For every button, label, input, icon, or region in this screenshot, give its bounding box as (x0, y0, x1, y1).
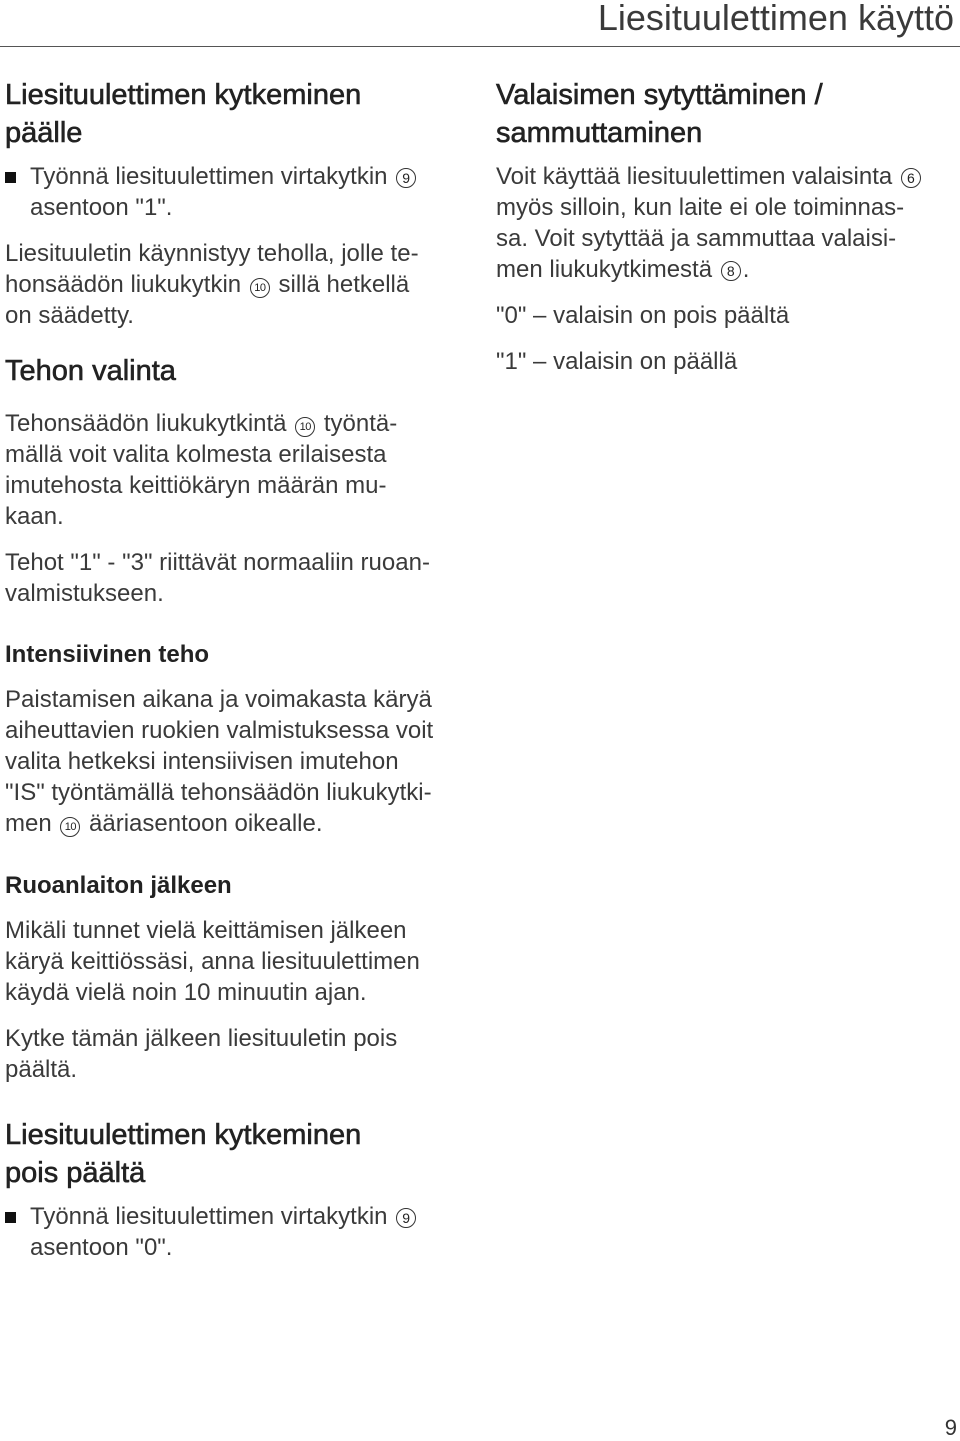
paragraph-line: Liesituuletin käynnistyy teholla, jolle te- (5, 240, 419, 267)
reference-number-badge: 10 (60, 817, 80, 837)
reference-number-badge: 9 (396, 1208, 416, 1228)
paragraph-line: kaan. (5, 503, 64, 530)
lighting-section (496, 76, 960, 377)
paragraph-line: aiheuttavien ruokien valmistuksessa voit (5, 717, 434, 744)
instruction-line: Työnnä liesituulettimen virtakytkin 9 (30, 1201, 475, 1232)
paragraph-line: imutehosta keittiökäryn määrän mu- (5, 472, 387, 499)
instruction-line: asentoon "0". (30, 1234, 173, 1261)
paragraph-line: Voit käyttää liesituulettimen valaisinta 6 (496, 161, 960, 192)
light-off-state: "0" – valaisin on pois päältä (496, 302, 790, 329)
square-bullet-icon (5, 172, 16, 183)
power-levels-paragraph (5, 547, 475, 609)
reference-number-badge: 10 (295, 417, 315, 437)
paragraph-line: valita hetkeksi intensiivisen imutehon (5, 748, 399, 775)
reference-number-badge: 6 (901, 168, 921, 188)
intensive-paragraph (5, 684, 475, 839)
heading-line: Liesituulettimen kytkeminen (5, 79, 362, 111)
after-cooking-heading: Ruoanlaiton jälkeen (5, 872, 232, 899)
switch-off-instruction (5, 1201, 475, 1263)
after-cooking-section (5, 870, 475, 1085)
paragraph-line: men 10 ääriasentoon oikealle. (5, 810, 323, 837)
light-on-state: "1" – valaisin on päällä (496, 348, 738, 375)
heading-line: Liesituulettimen kytkeminen (5, 1119, 362, 1151)
paragraph-line: valmistukseen. (5, 580, 164, 607)
paragraph-line: sa. Voit sytyttää ja sammuttaa valaisi- (496, 225, 897, 252)
switch-off-heading (5, 1116, 475, 1192)
paragraph-line: men liukukytkimestä 8 . (496, 256, 750, 283)
switch-on-paragraph (5, 238, 475, 331)
paragraph-line: Mikäli tunnet vielä keittämisen jälkeen (5, 917, 407, 944)
switch-on-section (5, 76, 475, 331)
intensive-heading: Intensiivinen teho (5, 641, 210, 668)
lighting-heading (496, 76, 960, 152)
paragraph-line: on säädetty. (5, 302, 134, 329)
heading-line: päälle (5, 117, 83, 149)
paragraph-line: päältä. (5, 1056, 78, 1083)
power-paragraph (5, 408, 475, 532)
reference-number-badge: 10 (250, 278, 270, 298)
power-heading: Tehon valinta (5, 355, 176, 387)
switch-on-heading (5, 76, 475, 152)
paragraph-line: Paistamisen aikana ja voimakasta käryä (5, 686, 432, 713)
reference-number-badge: 8 (721, 261, 741, 281)
paragraph-line: Kytke tämän jälkeen liesituuletin pois (5, 1025, 398, 1052)
header-divider (0, 46, 960, 47)
instruction-line: Työnnä liesituulettimen virtakytkin 9 (30, 161, 475, 192)
paragraph-line: Tehot "1" - "3" riittävät normaaliin ruoan- (5, 549, 430, 576)
heading-line: Valaisimen sytyttäminen / (496, 79, 823, 111)
paragraph-line: honsäädön liukukytkin 10 sillä hetkellä (5, 271, 410, 298)
paragraph-line: käydä vielä noin 10 minuutin ajan. (5, 979, 367, 1006)
paragraph-line: mällä voit valita kolmesta erilaisesta (5, 441, 387, 468)
power-section (5, 352, 475, 609)
after-cooking-paragraph (5, 915, 475, 1008)
heading-line: pois päältä (5, 1157, 146, 1189)
intensive-section (5, 639, 475, 839)
instruction-line: asentoon "1". (30, 194, 173, 221)
paragraph-line: käryä keittiössäsi, anna liesituulettimen (5, 948, 420, 975)
page-header-title: Liesituulettimen käyttö (597, 0, 954, 38)
after-cooking-paragraph (5, 1023, 475, 1085)
switch-off-section (5, 1116, 475, 1263)
right-column (496, 76, 960, 377)
page-number: 9 (944, 1415, 957, 1440)
left-column (5, 76, 475, 1263)
reference-number-badge: 9 (396, 168, 416, 188)
heading-line: sammuttaminen (496, 117, 703, 149)
switch-on-instruction (5, 161, 475, 223)
square-bullet-icon (5, 1212, 16, 1223)
paragraph-line: myös silloin, kun laite ei ole toiminnas- (496, 194, 905, 221)
paragraph-line: "IS" työntämällä tehonsäädön liukukytki- (5, 779, 432, 806)
lighting-paragraph (496, 161, 960, 285)
paragraph-line: Tehonsäädön liukukytkintä 10 työntä- (5, 410, 398, 437)
